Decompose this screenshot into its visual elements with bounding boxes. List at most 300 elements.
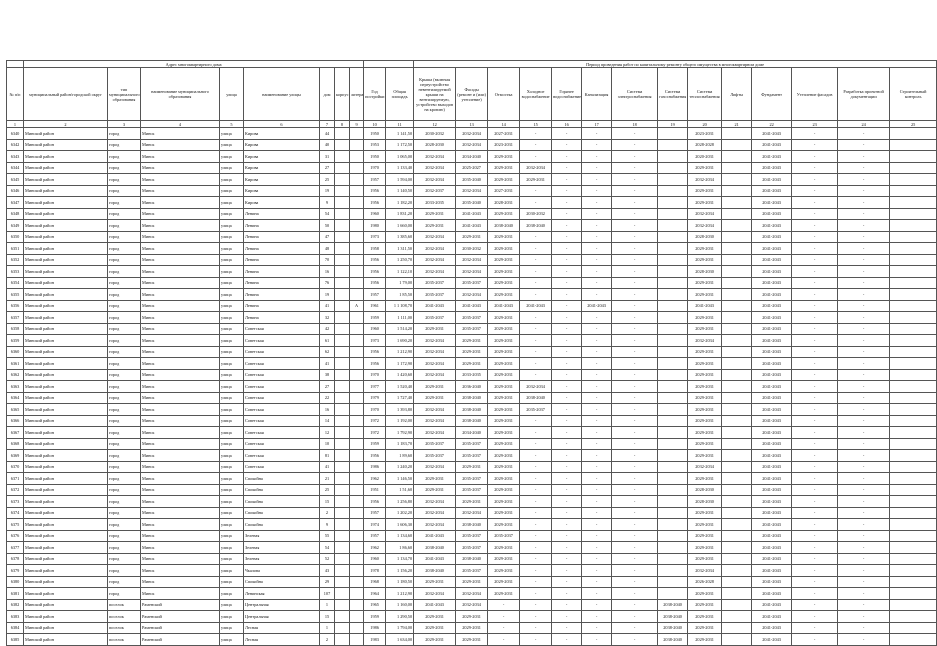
table-cell: - xyxy=(838,622,890,634)
table-cell: 2041-2043 xyxy=(752,220,792,232)
column-number: 20 xyxy=(688,121,722,128)
table-cell xyxy=(335,346,350,358)
table-cell: - xyxy=(838,576,890,588)
table-cell xyxy=(722,162,752,174)
table-cell: 19 xyxy=(320,185,335,197)
table-cell: 1 140,50 xyxy=(386,185,414,197)
table-cell: 2029-2031 xyxy=(688,289,722,301)
table-cell: - xyxy=(612,473,658,485)
table-cell: 6376 xyxy=(7,530,24,542)
table-cell: 2035-2037 xyxy=(414,277,456,289)
table-row xyxy=(7,496,937,508)
table-cell: - xyxy=(838,312,890,324)
table-cell: - xyxy=(520,450,552,462)
table-cell: 2035-2037 xyxy=(456,277,488,289)
table-cell xyxy=(890,404,937,416)
table-cell: 1959 xyxy=(364,312,386,324)
table-cell xyxy=(890,599,937,611)
table-cell: 6363 xyxy=(7,381,24,393)
table-cell: город xyxy=(108,438,141,450)
table-cell: - xyxy=(612,358,658,370)
table-cell: 6371 xyxy=(7,473,24,485)
table-cell: - xyxy=(838,277,890,289)
table-cell: 1 212,90 xyxy=(386,346,414,358)
table-cell xyxy=(722,346,752,358)
table-cell: Советская xyxy=(244,461,320,473)
table-cell: улица xyxy=(220,576,244,588)
table-cell: 2029-2031 xyxy=(688,277,722,289)
table-cell: - xyxy=(838,128,890,140)
table-cell: 2038-2040 xyxy=(456,519,488,531)
table-cell: 2029-2031 xyxy=(488,392,520,404)
table-cell xyxy=(658,266,688,278)
table-cell xyxy=(658,438,688,450)
table-cell: 62 xyxy=(320,346,335,358)
table-cell: 2029-2031 xyxy=(488,369,520,381)
table-cell: 2032-2034 xyxy=(688,208,722,220)
table-row xyxy=(7,519,937,531)
table-cell xyxy=(890,634,937,646)
table-cell xyxy=(350,484,364,496)
table-cell: Советская xyxy=(244,438,320,450)
table-cell: - xyxy=(792,461,838,473)
table-cell xyxy=(722,427,752,439)
table-cell xyxy=(335,139,350,151)
table-cell: улица xyxy=(220,358,244,370)
table-cell: - xyxy=(838,208,890,220)
table-cell: - xyxy=(552,588,582,600)
table-cell: улица xyxy=(220,174,244,186)
table-cell: Спокойна xyxy=(244,576,320,588)
table-cell xyxy=(335,312,350,324)
table-cell xyxy=(890,484,937,496)
table-cell: Минск xyxy=(141,392,220,404)
table-cell xyxy=(890,473,937,485)
column-number: 19 xyxy=(658,121,688,128)
table-cell xyxy=(350,151,364,163)
table-cell: 2036-2040 xyxy=(456,381,488,393)
table-cell: - xyxy=(838,542,890,554)
table-cell: - xyxy=(552,358,582,370)
table-cell: - xyxy=(792,151,838,163)
table-cell: - xyxy=(552,300,582,312)
table-cell: - xyxy=(838,369,890,381)
table-cell: 10 xyxy=(320,438,335,450)
table-cell: 1 172,90 xyxy=(386,358,414,370)
table-cell: 2041-2043 xyxy=(752,622,792,634)
table-cell: 76 xyxy=(320,277,335,289)
table-cell: 6351 xyxy=(7,243,24,255)
table-cell: улица xyxy=(220,634,244,646)
table-cell xyxy=(722,438,752,450)
table-cell xyxy=(890,461,937,473)
table-cell: - xyxy=(582,427,612,439)
table-cell: 2038-2040 xyxy=(456,404,488,416)
table-cell: 2029-2031 xyxy=(488,323,520,335)
table-cell: - xyxy=(582,358,612,370)
table-cell: 1958 xyxy=(364,243,386,255)
table-cell: 1983 xyxy=(364,634,386,646)
table-cell: - xyxy=(612,185,658,197)
table-cell xyxy=(722,622,752,634)
table-cell: 1951 xyxy=(364,484,386,496)
table-cell: 1980 xyxy=(364,220,386,232)
table-cell: - xyxy=(838,599,890,611)
table-cell: 1960 xyxy=(364,323,386,335)
table-cell: - xyxy=(552,553,582,565)
table-cell xyxy=(890,450,937,462)
table-cell xyxy=(722,450,752,462)
table-cell: - xyxy=(552,404,582,416)
table-cell: - xyxy=(552,266,582,278)
table-cell: 1 86,60 xyxy=(386,542,414,554)
table-cell: 2041-2043 xyxy=(414,553,456,565)
table-cell: - xyxy=(838,220,890,232)
table-cell: 2029-2031 xyxy=(688,392,722,404)
table-cell: 2035-2037 xyxy=(488,530,520,542)
table-cell: 41 xyxy=(320,300,335,312)
table-cell: 6340 xyxy=(7,128,24,140)
table-cell: 1956 xyxy=(364,185,386,197)
col-header: Год постройки xyxy=(364,68,386,121)
table-cell: 2032-2034 xyxy=(414,369,456,381)
table-cell: - xyxy=(838,450,890,462)
table-cell: - xyxy=(612,415,658,427)
table-cell: - xyxy=(792,553,838,565)
table-cell: 2027-2031 xyxy=(488,185,520,197)
table-cell: 2029-2031 xyxy=(488,507,520,519)
table-cell: - xyxy=(838,139,890,151)
table-cell xyxy=(335,565,350,577)
col-header: Лифты xyxy=(722,68,752,121)
table-cell: 2029-2031 xyxy=(414,622,456,634)
table-cell: 2041-2043 xyxy=(752,254,792,266)
table-cell: Минский район xyxy=(24,450,108,462)
table-cell: 2029-2031 xyxy=(456,346,488,358)
table-cell: - xyxy=(792,484,838,496)
table-cell: 1 240,20 xyxy=(386,461,414,473)
table-cell xyxy=(658,151,688,163)
table-cell xyxy=(335,634,350,646)
table-cell: - xyxy=(552,289,582,301)
column-number: 15 xyxy=(520,121,552,128)
table-cell: 2038-2040 xyxy=(658,611,688,623)
table-cell: Минский район xyxy=(24,553,108,565)
table-cell: - xyxy=(612,197,658,209)
table-cell xyxy=(335,358,350,370)
table-cell: - xyxy=(792,611,838,623)
table-cell: 2028-2031 xyxy=(488,197,520,209)
table-cell: - xyxy=(612,565,658,577)
table-cell xyxy=(335,576,350,588)
table-cell xyxy=(658,139,688,151)
group-address: Адрес многоквартирного дома xyxy=(24,61,364,68)
table-cell: 2033-2035 xyxy=(456,369,488,381)
table-cell: Минск xyxy=(141,450,220,462)
table-cell: - xyxy=(612,277,658,289)
table-cell: город xyxy=(108,519,141,531)
table-cell: город xyxy=(108,565,141,577)
table-cell: 1986 xyxy=(364,461,386,473)
table-cell xyxy=(890,346,937,358)
table-cell: - xyxy=(552,185,582,197)
table-cell: - xyxy=(838,254,890,266)
table-row xyxy=(7,484,937,496)
column-number: 24 xyxy=(838,121,890,128)
table-cell: 14 xyxy=(320,415,335,427)
table-row xyxy=(7,243,937,255)
table-cell: - xyxy=(582,553,612,565)
column-number: 3 xyxy=(108,121,141,128)
table-cell: - xyxy=(582,484,612,496)
table-cell: 2032-2034 xyxy=(414,254,456,266)
table-cell xyxy=(658,358,688,370)
group-works: Период проведения работ по капитальному ремонту общего имущества в многоквартирном доме xyxy=(414,61,937,68)
table-cell: 6367 xyxy=(7,427,24,439)
table-cell: 1 794,00 xyxy=(386,622,414,634)
table-cell: - xyxy=(792,289,838,301)
table-cell: 2032-2034 xyxy=(688,461,722,473)
table-cell: Минск xyxy=(141,185,220,197)
table-cell: Минский район xyxy=(24,611,108,623)
table-cell xyxy=(658,128,688,140)
table-cell: 2038-2040 xyxy=(520,392,552,404)
table-cell xyxy=(350,162,364,174)
table-row xyxy=(7,346,937,358)
table-cell: поселок xyxy=(108,622,141,634)
table-row xyxy=(7,289,937,301)
table-cell: 1973 xyxy=(364,335,386,347)
table-cell: 21 xyxy=(320,473,335,485)
table-cell: 1965 xyxy=(364,599,386,611)
table-cell: Советская xyxy=(244,404,320,416)
table-cell: 2029-2031 xyxy=(688,346,722,358)
table-cell: - xyxy=(792,243,838,255)
table-cell: 38 xyxy=(320,369,335,381)
table-cell: город xyxy=(108,404,141,416)
table-cell xyxy=(890,553,937,565)
table-cell xyxy=(722,461,752,473)
table-cell: 1950 xyxy=(364,128,386,140)
table-cell: 2041-2043 xyxy=(752,323,792,335)
table-cell: 2029-2031 xyxy=(456,496,488,508)
table-cell xyxy=(658,346,688,358)
table-cell: 2029-2031 xyxy=(688,634,722,646)
table-cell: 2041-2043 xyxy=(752,300,792,312)
table-cell: 2029-2031 xyxy=(488,254,520,266)
table-cell: улица xyxy=(220,162,244,174)
table-cell xyxy=(350,553,364,565)
table-cell: - xyxy=(552,622,582,634)
table-cell: Минский район xyxy=(24,174,108,186)
table-cell: Минск xyxy=(141,542,220,554)
table-cell: - xyxy=(792,381,838,393)
table-cell: Минский район xyxy=(24,634,108,646)
col-header: Разработка проектной документации xyxy=(838,68,890,121)
table-cell: Спокойна xyxy=(244,496,320,508)
table-row xyxy=(7,450,937,462)
table-cell: город xyxy=(108,128,141,140)
table-cell: 2029-2031 xyxy=(688,243,722,255)
table-cell: Кирова xyxy=(244,185,320,197)
table-cell: Зеленая xyxy=(244,553,320,565)
table-cell: 2041-2043 xyxy=(752,519,792,531)
column-number: 8 xyxy=(335,121,350,128)
table-cell: 1 183,70 xyxy=(386,438,414,450)
table-cell: Ленина xyxy=(244,231,320,243)
table-cell: - xyxy=(582,634,612,646)
table-cell: 2029-2031 xyxy=(488,542,520,554)
table-cell: 2029-2031 xyxy=(488,174,520,186)
table-cell: - xyxy=(792,323,838,335)
table-cell: 2032-2034 xyxy=(456,266,488,278)
table-cell: 1 385,60 xyxy=(386,231,414,243)
table-cell: - xyxy=(520,634,552,646)
table-cell: - xyxy=(612,220,658,232)
column-number: 12 xyxy=(414,121,456,128)
table-row xyxy=(7,634,937,646)
col-header: Общая площадь xyxy=(386,68,414,121)
table-cell xyxy=(350,277,364,289)
table-cell: 2029-2031 xyxy=(488,151,520,163)
table-cell: - xyxy=(488,622,520,634)
table-cell: - xyxy=(838,358,890,370)
table-cell xyxy=(335,496,350,508)
table-cell: 2032-2034 xyxy=(456,507,488,519)
table-cell xyxy=(658,277,688,289)
table-cell xyxy=(335,151,350,163)
table-cell: Советская xyxy=(244,450,320,462)
table-row xyxy=(7,300,937,312)
table-cell xyxy=(658,174,688,186)
table-cell: 1964 xyxy=(364,588,386,600)
col-header: улица xyxy=(220,68,244,121)
table-cell: Минск xyxy=(141,519,220,531)
table-cell: - xyxy=(520,588,552,600)
column-number: 25 xyxy=(890,121,937,128)
table-cell: улица xyxy=(220,323,244,335)
table-cell: - xyxy=(582,266,612,278)
table-cell xyxy=(890,174,937,186)
table-cell xyxy=(658,565,688,577)
table-cell xyxy=(890,243,937,255)
table-cell: город xyxy=(108,323,141,335)
table-cell: - xyxy=(520,289,552,301)
table-cell xyxy=(890,507,937,519)
table-cell xyxy=(722,611,752,623)
table-cell: 47 xyxy=(320,231,335,243)
table-cell: - xyxy=(792,438,838,450)
table-cell: - xyxy=(520,266,552,278)
table-cell: Минск xyxy=(141,438,220,450)
table-cell xyxy=(722,323,752,335)
table-cell: 1 420,60 xyxy=(386,369,414,381)
col-header: Канализация xyxy=(582,68,612,121)
table-cell: - xyxy=(838,484,890,496)
table-cell: - xyxy=(582,507,612,519)
table-cell: - xyxy=(792,346,838,358)
table-cell: 2041-2043 xyxy=(752,277,792,289)
table-cell: 2038-2040 xyxy=(658,634,688,646)
table-cell: 1 727,40 xyxy=(386,392,414,404)
table-cell: - xyxy=(612,450,658,462)
table-cell: - xyxy=(520,415,552,427)
table-cell: 1972 xyxy=(364,415,386,427)
table-cell: 2029-2031 xyxy=(520,174,552,186)
table-cell xyxy=(350,243,364,255)
col-header: Система теплоснабжения xyxy=(688,68,722,121)
table-cell: Минск xyxy=(141,312,220,324)
table-cell: - xyxy=(552,392,582,404)
table-cell: - xyxy=(520,243,552,255)
table-cell: 1959 xyxy=(364,611,386,623)
table-cell: Кирова xyxy=(244,128,320,140)
table-cell: Минск xyxy=(141,346,220,358)
table-cell: - xyxy=(582,197,612,209)
table-cell xyxy=(335,128,350,140)
table-cell xyxy=(890,162,937,174)
table-row xyxy=(7,415,937,427)
table-cell xyxy=(658,231,688,243)
table-cell: 2035-2037 xyxy=(414,289,456,301)
table-cell: 6383 xyxy=(7,611,24,623)
table-cell: - xyxy=(612,369,658,381)
table-cell: - xyxy=(582,243,612,255)
table-cell: Минск xyxy=(141,289,220,301)
table-cell: - xyxy=(838,473,890,485)
column-number: 23 xyxy=(792,121,838,128)
table-cell: 6369 xyxy=(7,450,24,462)
table-cell: Ленина xyxy=(244,254,320,266)
table-cell: улица xyxy=(220,266,244,278)
table-cell: 1956 xyxy=(364,197,386,209)
table-cell: - xyxy=(792,358,838,370)
table-cell: 2038-2040 xyxy=(414,565,456,577)
table-cell: 2041-2043 xyxy=(752,634,792,646)
table-cell: улица xyxy=(220,346,244,358)
table-cell: 2032-2034 xyxy=(414,415,456,427)
table-row xyxy=(7,507,937,519)
table-cell: - xyxy=(582,496,612,508)
table-cell xyxy=(350,427,364,439)
table-cell: - xyxy=(612,542,658,554)
table-cell: 1 660,00 xyxy=(386,220,414,232)
table-cell: город xyxy=(108,484,141,496)
table-cell: 6373 xyxy=(7,496,24,508)
table-cell: 1959 xyxy=(364,438,386,450)
table-cell: 27 xyxy=(320,162,335,174)
table-cell: Спокойна xyxy=(244,473,320,485)
table-cell: - xyxy=(552,381,582,393)
table-cell: - xyxy=(582,128,612,140)
table-cell: 1 594,00 xyxy=(386,174,414,186)
table-cell: 2041-2043 xyxy=(752,335,792,347)
table-cell: - xyxy=(552,346,582,358)
table-cell: 2032-2034 xyxy=(414,507,456,519)
table-cell: 55 xyxy=(320,530,335,542)
table-cell: Минск xyxy=(141,381,220,393)
table-cell: Ленина xyxy=(244,300,320,312)
table-cell: - xyxy=(838,530,890,542)
table-cell xyxy=(350,519,364,531)
table-cell: - xyxy=(838,346,890,358)
table-cell: 2041-2043 xyxy=(752,427,792,439)
table-cell: город xyxy=(108,254,141,266)
table-cell xyxy=(890,427,937,439)
table-cell: 2038-2040 xyxy=(520,220,552,232)
table-cell: Минский район xyxy=(24,519,108,531)
table-cell: 2032-2034 xyxy=(414,174,456,186)
